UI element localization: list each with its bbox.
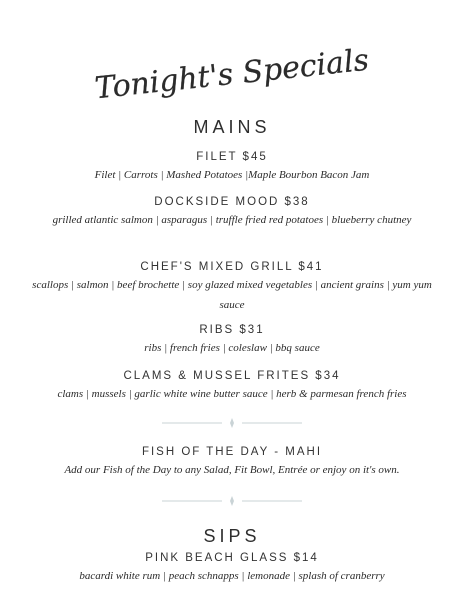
item-description: bacardi white rum | peach schnapps | lemonade | splash of cranberry bbox=[79, 570, 385, 582]
item-description: grilled atlantic salmon | asparagus | truffle fried red potatoes | blueberry chutney bbox=[52, 214, 412, 226]
item-title: PINK BEACH GLASS $14 bbox=[145, 552, 319, 564]
item-description: ribs | french fries | coleslaw | bbq sauce bbox=[144, 342, 320, 354]
item-description: scallops | salmon | beef brochette | soy glazed mixed vegetables | ancient grains | yum yum sauce bbox=[32, 279, 432, 311]
item-title: FILET $45 bbox=[196, 151, 268, 163]
decorative-divider bbox=[0, 418, 464, 428]
script-heading-art bbox=[0, 36, 464, 106]
item-title-fish: FISH OF THE DAY - MAHI bbox=[141, 446, 323, 458]
item-title: CHEF'S MIXED GRILL $41 bbox=[140, 261, 324, 273]
decorative-divider bbox=[0, 496, 464, 506]
section-title-mains: MAINS bbox=[193, 117, 271, 137]
item-description: clams | mussels | garlic white wine butter sauce | herb & parmesan french fries bbox=[57, 388, 407, 400]
script-heading bbox=[0, 36, 464, 106]
item-title: DOCKSIDE MOOD $38 bbox=[154, 196, 310, 208]
item-title: RIBS $31 bbox=[199, 324, 265, 336]
item-description: Filet | Carrots | Mashed Potatoes |Maple Bourbon Bacon Jam bbox=[94, 169, 370, 181]
script-heading-text: Tonight's Specials bbox=[93, 42, 371, 106]
section-title-sips: SIPS bbox=[203, 526, 261, 546]
item-description-fish: Add our Fish of the Day to any Salad, Fit Bowl, Entrée or enjoy on it's own. bbox=[64, 464, 400, 476]
item-title: CLAMS & MUSSEL FRITES $34 bbox=[123, 370, 341, 382]
